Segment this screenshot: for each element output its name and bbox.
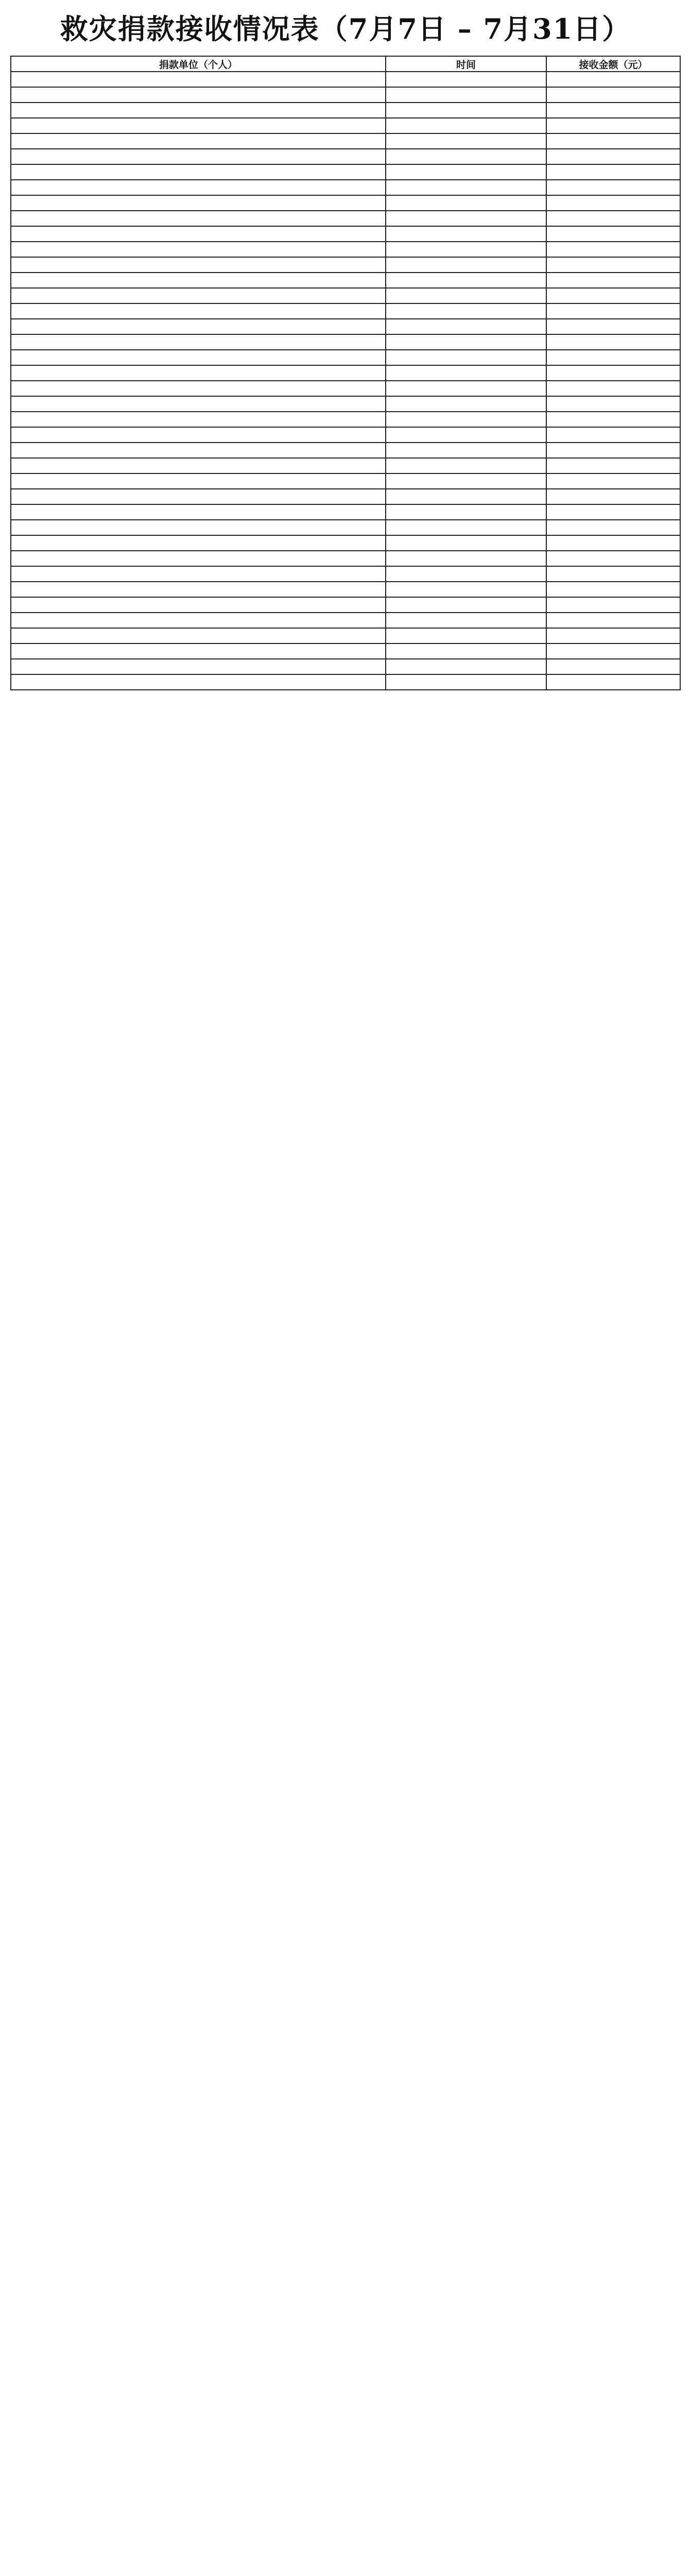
amount-cell: [546, 473, 680, 489]
donor-cell: [11, 458, 386, 473]
table-row: [11, 195, 680, 211]
time-cell: [386, 72, 546, 87]
table-body: [11, 72, 680, 690]
time-cell: [386, 180, 546, 195]
time-cell: [386, 273, 546, 288]
donor-cell: [11, 396, 386, 412]
amount-cell: [546, 412, 680, 427]
donor-cell: [11, 87, 386, 103]
table-row: [11, 350, 680, 365]
donor-cell: [11, 365, 386, 381]
time-cell: [386, 535, 546, 551]
donor-cell: [11, 180, 386, 195]
time-cell: [386, 195, 546, 211]
amount-cell: [546, 103, 680, 118]
table-row: [11, 118, 680, 133]
donor-cell: [11, 103, 386, 118]
time-cell: [386, 566, 546, 582]
time-cell: [386, 427, 546, 443]
table-row: [11, 643, 680, 659]
table-row: [11, 87, 680, 103]
time-cell: [386, 473, 546, 489]
time-cell: [386, 412, 546, 427]
amount-cell: [546, 659, 680, 674]
amount-cell: [546, 211, 680, 226]
donor-cell: [11, 149, 386, 164]
column-header-time: 时间: [386, 56, 546, 72]
amount-cell: [546, 613, 680, 628]
donor-cell: [11, 334, 386, 350]
table-row: [11, 674, 680, 690]
amount-cell: [546, 551, 680, 566]
donor-cell: [11, 628, 386, 643]
donor-cell: [11, 473, 386, 489]
table-row: [11, 149, 680, 164]
table-row: [11, 458, 680, 473]
table-row: [11, 180, 680, 195]
amount-cell: [546, 288, 680, 303]
table-row: [11, 381, 680, 396]
time-cell: [386, 597, 546, 613]
table-row: [11, 659, 680, 674]
table-row: [11, 566, 680, 582]
amount-cell: [546, 566, 680, 582]
amount-cell: [546, 628, 680, 643]
donor-cell: [11, 427, 386, 443]
table-row: [11, 396, 680, 412]
table-row: [11, 551, 680, 566]
table-row: [11, 365, 680, 381]
time-cell: [386, 489, 546, 504]
time-cell: [386, 381, 546, 396]
donor-cell: [11, 674, 386, 690]
table-row: [11, 226, 680, 242]
table-row: [11, 582, 680, 597]
table-row: [11, 628, 680, 643]
donor-cell: [11, 613, 386, 628]
time-cell: [386, 118, 546, 133]
amount-cell: [546, 195, 680, 211]
amount-cell: [546, 133, 680, 149]
time-cell: [386, 659, 546, 674]
time-cell: [386, 211, 546, 226]
time-cell: [386, 396, 546, 412]
donor-cell: [11, 319, 386, 334]
donor-cell: [11, 303, 386, 319]
time-cell: [386, 133, 546, 149]
amount-cell: [546, 319, 680, 334]
table-row: [11, 597, 680, 613]
table-header: [11, 56, 680, 72]
donor-cell: [11, 257, 386, 273]
amount-cell: [546, 334, 680, 350]
time-cell: [386, 149, 546, 164]
table-row: [11, 257, 680, 273]
table-row: [11, 72, 680, 87]
amount-cell: [546, 87, 680, 103]
table-row: [11, 303, 680, 319]
time-cell: [386, 643, 546, 659]
time-cell: [386, 551, 546, 566]
header-row: [11, 56, 680, 72]
amount-cell: [546, 520, 680, 535]
amount-cell: [546, 164, 680, 180]
table-row: [11, 319, 680, 334]
table-row: [11, 504, 680, 520]
donor-cell: [11, 211, 386, 226]
time-cell: [386, 103, 546, 118]
amount-cell: [546, 226, 680, 242]
table-row: [11, 103, 680, 118]
donor-cell: [11, 381, 386, 396]
amount-cell: [546, 149, 680, 164]
donor-cell: [11, 72, 386, 87]
amount-cell: [546, 118, 680, 133]
donor-cell: [11, 273, 386, 288]
amount-cell: [546, 242, 680, 257]
amount-cell: [546, 443, 680, 458]
time-cell: [386, 242, 546, 257]
time-cell: [386, 613, 546, 628]
amount-cell: [546, 303, 680, 319]
amount-cell: [546, 597, 680, 613]
donation-table: [10, 56, 681, 690]
time-cell: [386, 674, 546, 690]
time-cell: [386, 319, 546, 334]
table-row: [11, 535, 680, 551]
time-cell: [386, 582, 546, 597]
table-row: [11, 520, 680, 535]
donor-cell: [11, 350, 386, 365]
table-row: [11, 489, 680, 504]
table-row: [11, 242, 680, 257]
amount-cell: [546, 674, 680, 690]
time-cell: [386, 164, 546, 180]
donor-cell: [11, 412, 386, 427]
amount-cell: [546, 489, 680, 504]
donor-cell: [11, 242, 386, 257]
amount-cell: [546, 582, 680, 597]
amount-cell: [546, 381, 680, 396]
table-row: [11, 334, 680, 350]
donor-cell: [11, 520, 386, 535]
donor-cell: [11, 659, 386, 674]
page-title: 救灾捐款接收情况表（7月7日 – 7月31日）: [60, 12, 631, 45]
time-cell: [386, 458, 546, 473]
donor-cell: [11, 551, 386, 566]
amount-cell: [546, 273, 680, 288]
amount-cell: [546, 180, 680, 195]
donor-cell: [11, 195, 386, 211]
table-row: [11, 613, 680, 628]
column-header-donor: 捐款单位（个人）: [11, 56, 386, 72]
table-row: [11, 412, 680, 427]
amount-cell: [546, 643, 680, 659]
donor-cell: [11, 643, 386, 659]
time-cell: [386, 504, 546, 520]
donor-cell: [11, 535, 386, 551]
donor-cell: [11, 566, 386, 582]
time-cell: [386, 365, 546, 381]
time-cell: [386, 257, 546, 273]
time-cell: [386, 443, 546, 458]
time-cell: [386, 226, 546, 242]
time-cell: [386, 350, 546, 365]
amount-cell: [546, 350, 680, 365]
time-cell: [386, 87, 546, 103]
amount-cell: [546, 504, 680, 520]
donor-cell: [11, 582, 386, 597]
time-cell: [386, 334, 546, 350]
donor-cell: [11, 118, 386, 133]
table-row: [11, 288, 680, 303]
donor-cell: [11, 504, 386, 520]
table-row: [11, 211, 680, 226]
table-row: [11, 427, 680, 443]
amount-cell: [546, 257, 680, 273]
time-cell: [386, 303, 546, 319]
amount-cell: [546, 535, 680, 551]
time-cell: [386, 288, 546, 303]
donor-cell: [11, 133, 386, 149]
amount-cell: [546, 458, 680, 473]
table-row: [11, 133, 680, 149]
donor-cell: [11, 226, 386, 242]
table-row: [11, 164, 680, 180]
time-cell: [386, 628, 546, 643]
amount-cell: [546, 72, 680, 87]
amount-cell: [546, 365, 680, 381]
amount-cell: [546, 396, 680, 412]
donor-cell: [11, 443, 386, 458]
column-header-amount: 接收金额（元）: [546, 56, 680, 72]
table-row: [11, 443, 680, 458]
donor-cell: [11, 597, 386, 613]
time-cell: [386, 520, 546, 535]
table-row: [11, 273, 680, 288]
amount-cell: [546, 427, 680, 443]
table-row: [11, 473, 680, 489]
donor-cell: [11, 288, 386, 303]
donor-cell: [11, 489, 386, 504]
donor-cell: [11, 164, 386, 180]
